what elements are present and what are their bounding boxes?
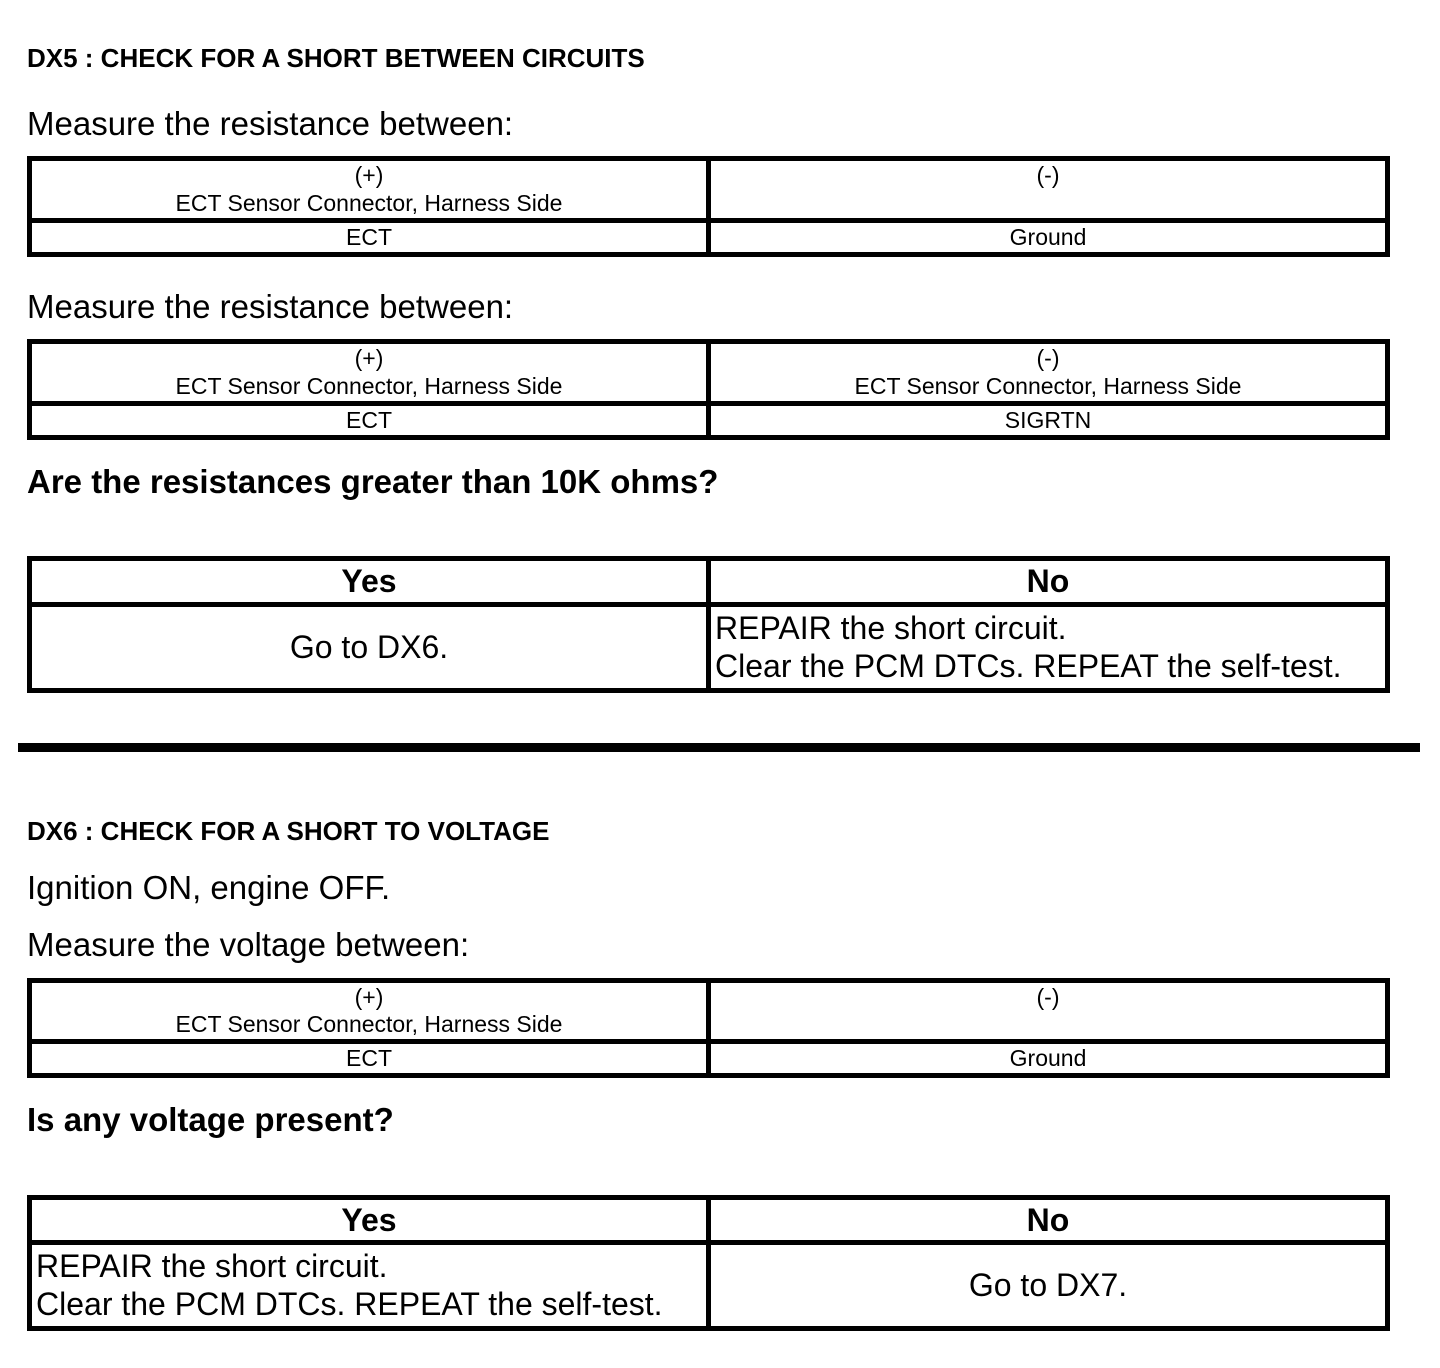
dx5-question: Are the resistances greater than 10K ohms?: [27, 462, 719, 500]
yes-action-text: Go to DX6.: [289, 629, 449, 665]
dx6-condition: Ignition ON, engine OFF.: [27, 869, 391, 907]
section-dx5-title: DX5 : CHECK FOR A SHORT BETWEEN CIRCUITS: [27, 43, 645, 73]
plus-pin-cell: ECT: [30, 403, 709, 437]
minus-symbol: (-): [1036, 983, 1060, 1010]
plus-pin-cell: ECT: [30, 220, 709, 254]
plus-pin-cell: ECT: [30, 1041, 709, 1075]
no-action-line-1: REPAIR the short circuit.: [715, 609, 1067, 646]
dx6-question: Is any voltage present?: [27, 1101, 394, 1139]
yes-action-cell: [30, 1243, 709, 1329]
yes-action-line-1: REPAIR the short circuit.: [36, 1248, 388, 1285]
minus-header-cell: [709, 159, 1388, 220]
minus-symbol: (-): [1036, 162, 1060, 189]
table-row: [30, 159, 1388, 220]
plus-header-cell: [30, 342, 709, 403]
table-row: [30, 1041, 1388, 1075]
yes-header-cell: Yes: [30, 1197, 709, 1242]
table-row: [30, 342, 1388, 403]
plus-connector-label: ECT Sensor Connector, Harness Side: [175, 189, 563, 216]
no-action-cell: [709, 1243, 1388, 1329]
plus-header-cell: [30, 980, 709, 1041]
table-row: [30, 559, 1388, 604]
no-action-cell: [709, 604, 1388, 690]
dx5-instruction-2: Measure the resistance between:: [27, 287, 514, 325]
section-dx5: [27, 44, 1390, 693]
yes-action-line-2: Clear the PCM DTCs. REPEAT the self-test.: [36, 1286, 663, 1323]
dx6-decision-table: [27, 1195, 1390, 1331]
plus-symbol: (+): [354, 983, 384, 1010]
no-header-cell: No: [709, 1197, 1388, 1242]
plus-connector-label: ECT Sensor Connector, Harness Side: [175, 1010, 563, 1037]
dx5-measurement-table-1: [27, 156, 1390, 256]
minus-symbol: (-): [1036, 345, 1060, 372]
dx5-measurement-table-2: [27, 339, 1390, 439]
plus-connector-label: ECT Sensor Connector, Harness Side: [175, 372, 563, 399]
minus-pin-cell: Ground: [709, 220, 1388, 254]
no-action-line-2: Clear the PCM DTCs. REPEAT the self-test.: [715, 648, 1342, 685]
minus-header-cell: [709, 342, 1388, 403]
dx6-instruction: Measure the voltage between:: [27, 926, 470, 964]
table-row: [30, 403, 1388, 437]
table-row: [30, 1243, 1388, 1329]
minus-header-cell: [709, 980, 1388, 1041]
dx5-decision-table: [27, 556, 1390, 692]
table-row: [30, 1197, 1388, 1242]
yes-action-cell: [30, 604, 709, 690]
plus-symbol: (+): [354, 345, 384, 372]
plus-header-cell: [30, 159, 709, 220]
plus-symbol: (+): [354, 162, 384, 189]
section-dx6: [27, 817, 1390, 1331]
section-dx6-title: DX6 : CHECK FOR A SHORT TO VOLTAGE: [27, 815, 550, 846]
no-action-text: Go to DX7.: [968, 1267, 1128, 1304]
table-row: [30, 980, 1388, 1041]
minus-pin-cell: SIGRTN: [709, 403, 1388, 437]
no-header-cell: No: [709, 559, 1388, 604]
table-row: [30, 604, 1388, 690]
section-divider: [18, 743, 1420, 752]
yes-header-cell: Yes: [30, 559, 709, 604]
dx5-instruction-1: Measure the resistance between:: [27, 104, 514, 142]
dx6-measurement-table: [27, 978, 1390, 1078]
table-row: [30, 220, 1388, 254]
minus-pin-cell: Ground: [709, 1041, 1388, 1075]
minus-connector-label: ECT Sensor Connector, Harness Side: [854, 372, 1242, 399]
